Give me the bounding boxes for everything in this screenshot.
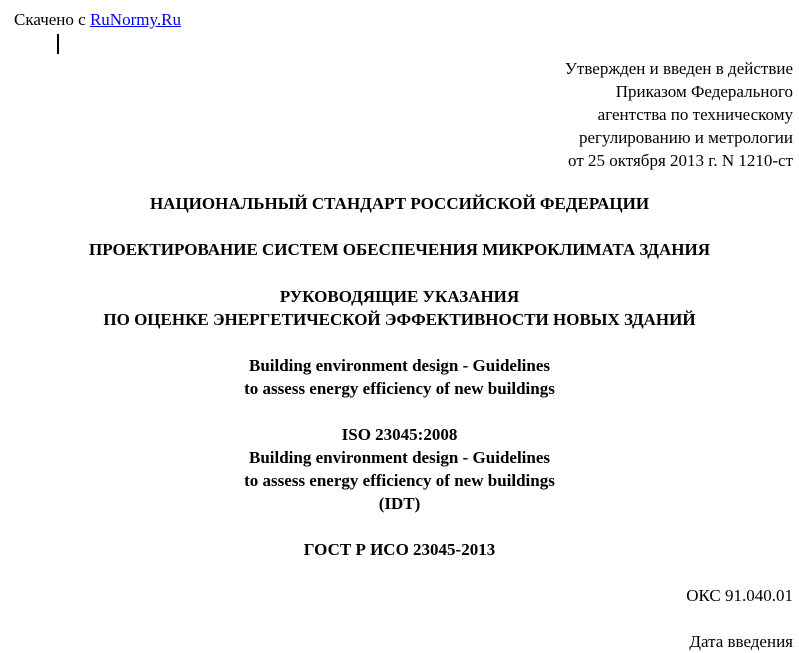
- guidelines-ru-heading: [0, 285, 799, 331]
- source-line: [14, 10, 181, 30]
- gost-code: ГОСТ Р ИСО 23045-2013: [303, 540, 496, 559]
- iso-idt: (IDT): [378, 494, 421, 513]
- approval-line: Утвержден и введен в действие: [564, 59, 793, 78]
- title-en-heading: [0, 354, 799, 400]
- title-ru-text: ПРОЕКТИРОВАНИЕ СИСТЕМ ОБЕСПЕЧЕНИЯ МИКРОКЛИМАТА ЗДАНИЯ: [88, 240, 711, 259]
- title-ru-heading: [0, 238, 799, 261]
- guidelines-ru-line: РУКОВОДЯЩИЕ УКАЗАНИЯ: [279, 287, 520, 306]
- approval-line: регулированию и метрологии: [578, 128, 793, 147]
- approval-block: [565, 57, 793, 172]
- approval-line: агентства по техническому: [597, 105, 793, 124]
- oks-code: ОКС 91.040.01: [686, 586, 793, 605]
- iso-heading: [0, 423, 799, 515]
- iso-title-line: Building environment design - Guidelines: [248, 448, 551, 467]
- national-standard-text: НАЦИОНАЛЬНЫЙ СТАНДАРТ РОССИЙСКОЙ ФЕДЕРАЦИИ: [149, 194, 650, 213]
- source-link[interactable]: RuNormy.Ru: [89, 10, 181, 29]
- iso-code: ISO 23045:2008: [341, 425, 458, 444]
- title-en-line: to assess energy efficiency of new buildings: [244, 379, 555, 398]
- guidelines-ru-line: ПО ОЦЕНКЕ ЭНЕРГЕТИЧЕСКОЙ ЭФФЕКТИВНОСТИ НОВЫХ ЗДАНИЙ: [103, 310, 696, 329]
- title-en-line: Building environment design - Guidelines: [248, 356, 551, 375]
- approval-line: Приказом Федерального: [615, 82, 793, 101]
- text-cursor: [57, 34, 59, 54]
- gost-heading: [0, 538, 799, 561]
- national-standard-heading: [0, 192, 799, 215]
- approval-line: от 25 октября 2013 г. N 1210-ст: [568, 151, 793, 170]
- iso-title-line: to assess energy efficiency of new buildings: [244, 471, 555, 490]
- intro-date-label: Дата введения: [689, 632, 793, 651]
- source-prefix: Скачено с: [14, 10, 86, 29]
